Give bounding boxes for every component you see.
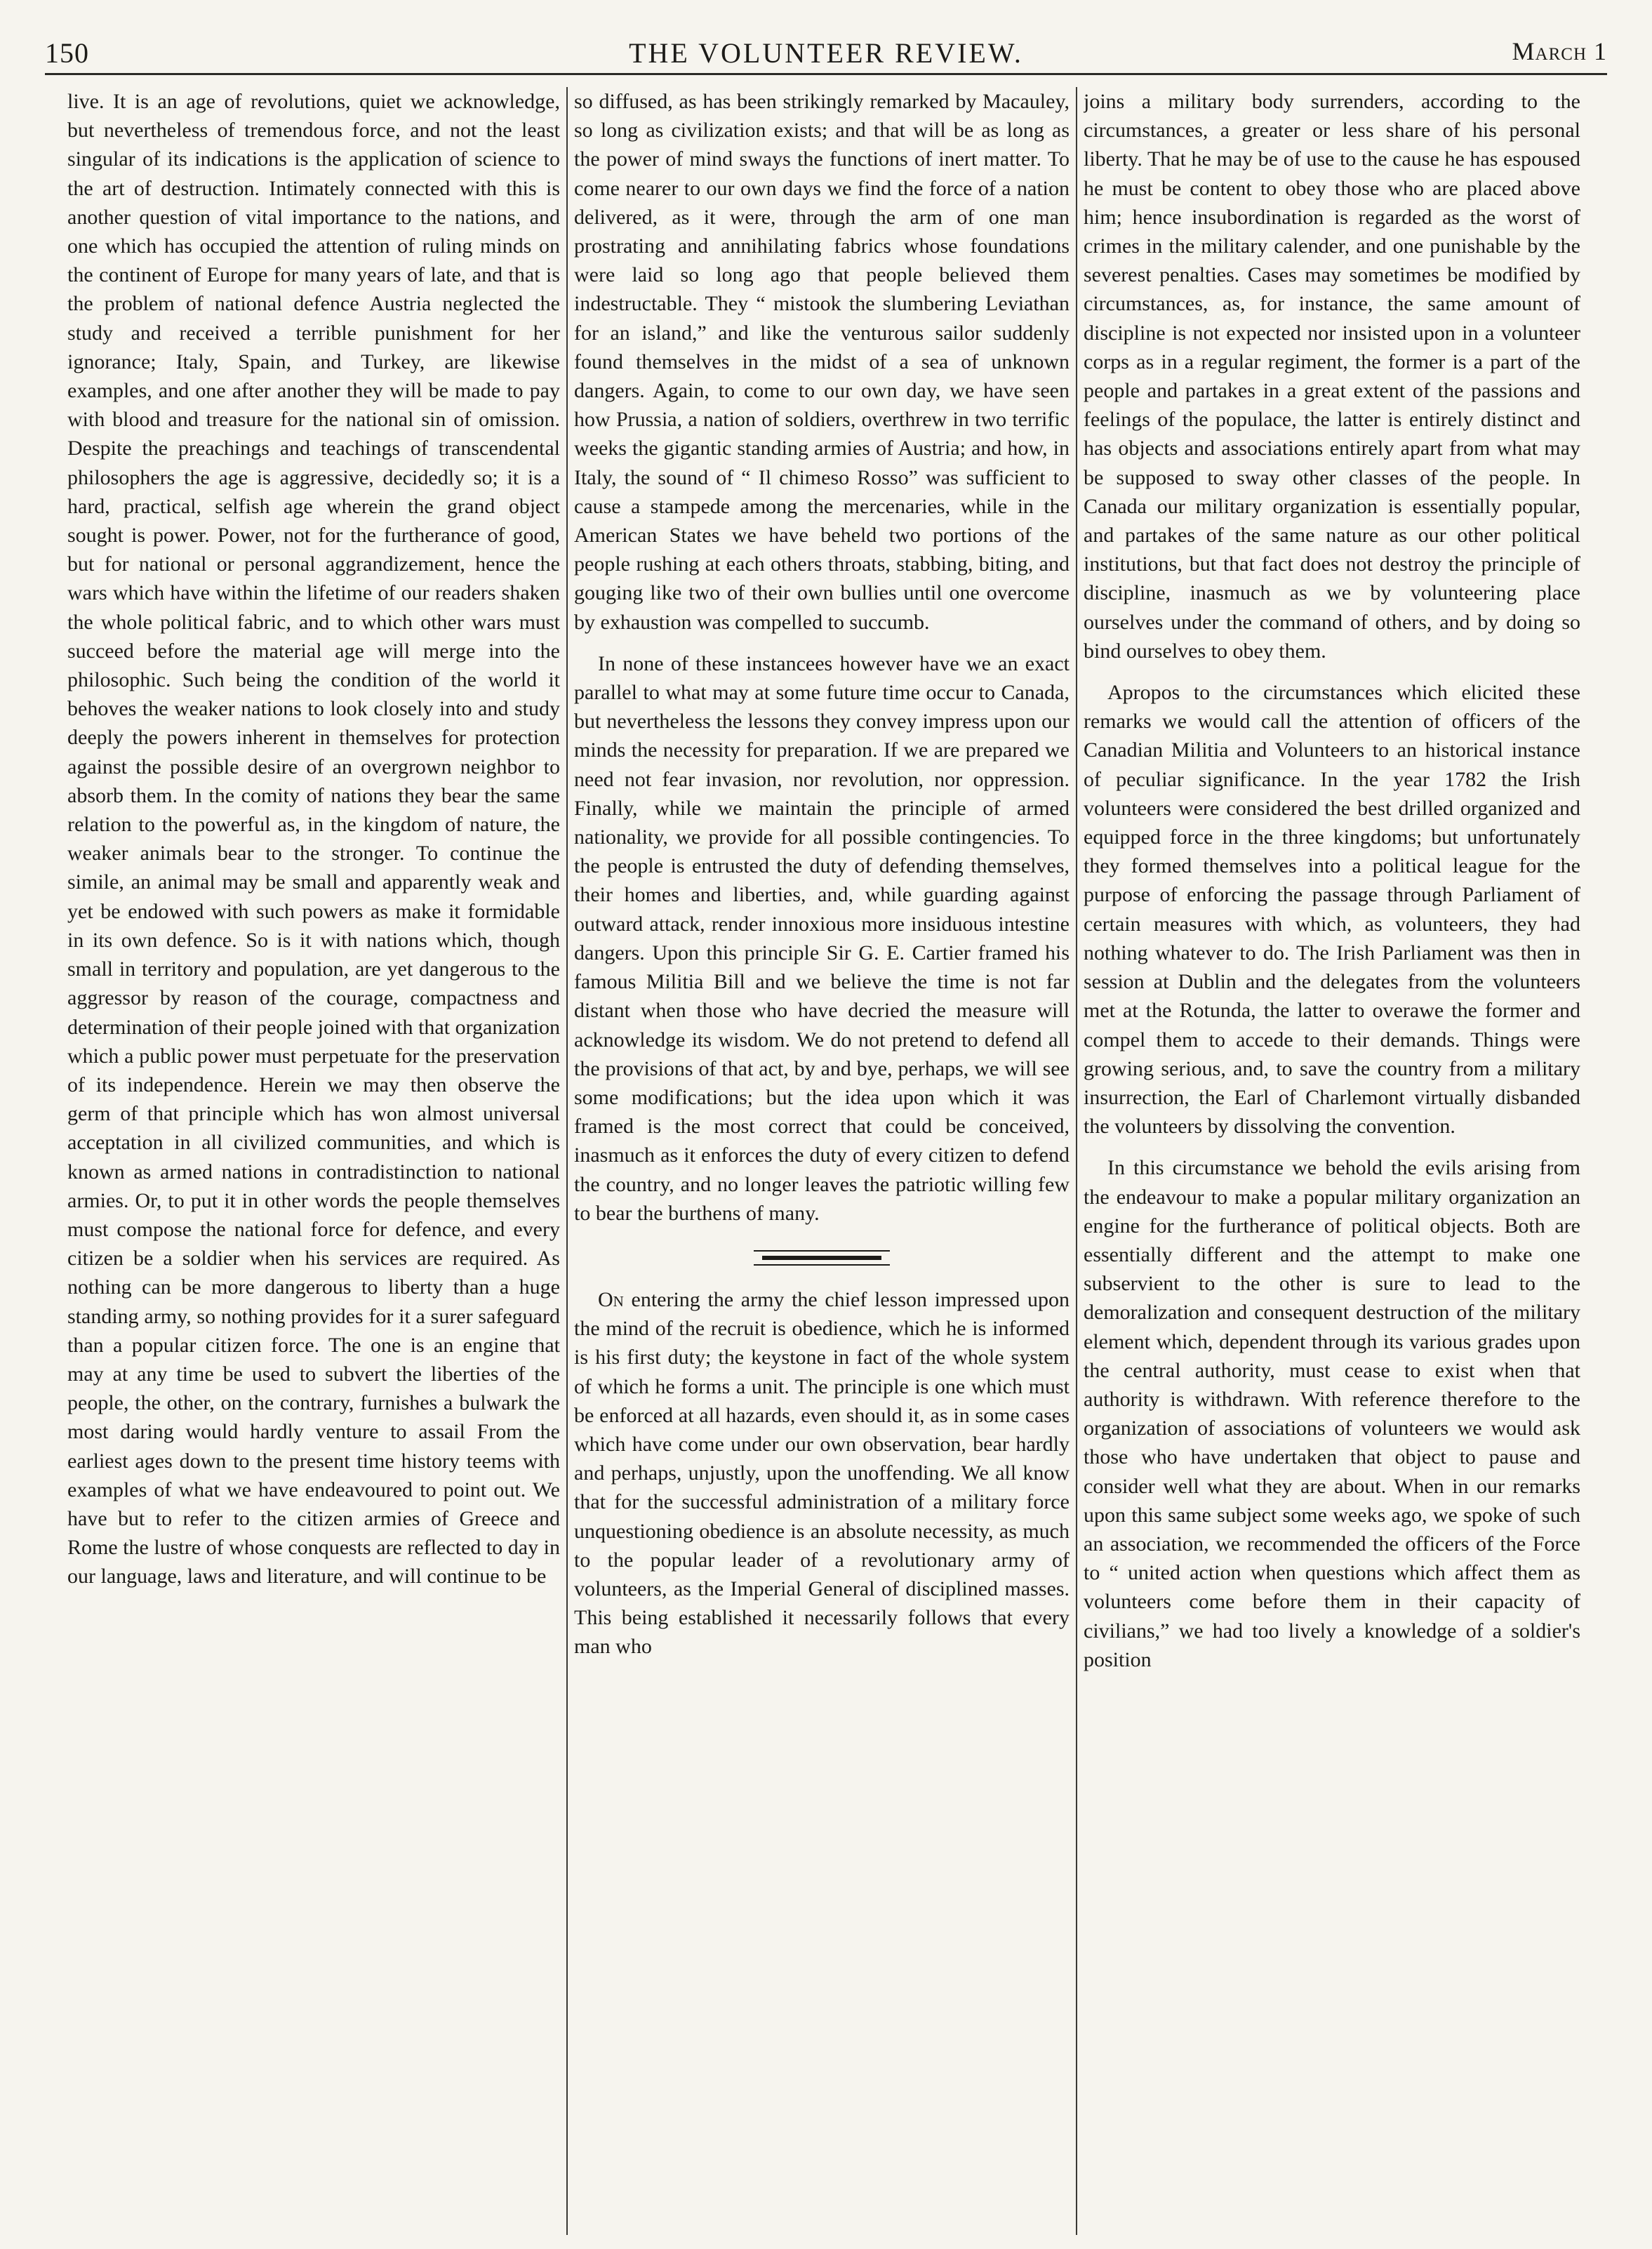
col3-paragraph-3: In this circumstance we behold the evils arising from the endeavour to make a popular military organization an engine for the furtherance of political objects. Both are essentially different and the attempt to make one subservient to the other is sure to lead to the demoralization and consequent destruction of the military element which, dependent through its various grades upon the central authority, must cease to exist when that authority is withdrawn. With reference therefore to the organization of associations of volunteers we would ask those who have undertaken that object to pause and consider well what they are about. When in our remarks upon this same subject some weeks ago, we spoke of such an association, we recommended the officers of the Force to “ united action when questions which affect them as volunteers come before them in their capacity of civilians,” we had too lively a knowledge of a soldier's position <box>1084 1156 1580 1671</box>
section-divider <box>762 1256 881 1260</box>
col1-paragraph-1: live. It is an age of revolutions, quiet we acknowledge, but nevertheless of tremendous force, and not the least singular of its indications is the application of science to the art of destruction. Intimately connected with this is another question of vital importance to the nations, and one which has occupied the attention of ruling minds on the continent of Europe for many years of late, and that is the problem of national defence Austria neglected the study and received a terrible punishment for her ignorance; Italy, Spain, and Turkey, are likewise examples, and one after another they will be made to pay with blood and treasure for the national sin of omission. Despite the preachings and teachings of transcendental philosophers the age is aggressive, decidedly so; it is a hard, practical, selfish age wherein the grand object sought is power. Power, not for the furtherance of good, but for national or personal aggrandizement, hence the wars which have within the lifetime of our readers shaken the whole political fabric, and to which other wars must succeed before the material age will merge into the philosophic. Such being the condition of the world it behoves the weaker nations to look closely into and study deeply the powers inherent in themselves for protection against the possible desire of an overgrown neighbor to absorb them. In the comity of nations they bear the same relation to the powerful as, in the kingdom of nature, the weaker animals bear to the stronger. To continue the simile, an animal may be small and apparently weak and yet be endowed with such powers as make it formidable in its own defence. So is it with nations which, though small in territory and population, are yet dangerous to the aggressor by reason of the courage, compactness and determination of their people joined with that organization which a public power must perpetuate for the preservation of its independence. Herein we may then observe the germ of that principle which has won almost universal acceptation in all civilized communities, and which is known as armed nations in contradistinction to national armies. Or, to put it in other words the people themselves must compose the national force for defence, and every citizen be a soldier when his services are required. As nothing can be more dangerous to liberty than a huge standing army, so nothing provides for it a surer safeguard than a popular citizen force. The one is an engine that may at any time be used to subvert the liberties of the people, the other, on the contrary, furnishes a bulwark the most daring would hardly venture to assail From the earliest ages down to the present time history teems with examples of what we have endeavoured to point out. We have but to refer to the citizen armies of Greece and Rome the lustre of whose conquests are reflected to day in our language, laws and literature, and will continue to be <box>67 90 560 1588</box>
column-2 <box>574 87 1070 2242</box>
article-lead-word: On <box>598 1287 624 1311</box>
col3-paragraph-2: Apropos to the circumstances which elicited these remarks we would call the attention of officers of the Canadian Militia and Volunteers to an historical instance of peculiar significance. In the year 1782 the Irish volunteers were considered the best drilled organized and equipped force in the three kingdoms; but unfortunately they formed themselves into a political league for the purpose of enforcing the passage through Parliament of certain measures with which, as volunteers, they had nothing whatever to do. The Irish Parliament was then in session at Dublin and the delegates from the volunteers met at the Rotunda, the latter to overawe the former and compel them to accede to their demands. Things were growing serious, and, to save the country from a military insurrection, the Earl of Charlemont virtually disbanded the volunteers by dissolving the convention. <box>1084 681 1580 1139</box>
newspaper-title: THE VOLUNTEER REVIEW. <box>629 37 1023 69</box>
column-3 <box>1084 87 1580 2242</box>
column-rule-left <box>566 87 568 2235</box>
col2-paragraph-1: so diffused, as has been strikingly remarked by Macauley, so long as civilization exists; and that will be as long as the power of mind sways the functions of inert matter. To come nearer to our own days we find the force of a nation delivered, as it were, through the arm of one man prostrating and annihilating fabrics whose foundations were laid so long ago that people believed them indestructable. They “ mistook the slumbering Leviathan for an island,” and like the venturous sailor suddenly found themselves in the midst of a sea of unknown dangers. Again, to come to our own day, we have seen how Prussia, a nation of soldiers, overthrew in two terrific weeks the gigantic standing armies of Austria; and how, in Italy, the sound of “ Il chimeso Rosso” was sufficient to cause a stampede among the mercenaries, while in the American States we have beheld two portions of the people rushing at each others throats, stabbing, biting, and gouging like two of their own bullies until one overcome by exhaustion was compelled to succumb. <box>574 90 1070 634</box>
column-1 <box>67 87 560 2242</box>
article-body-text: entering the army the chief lesson impressed upon the mind of the recruit is obedience, which he is informed is his first duty; the keystone in fact of the whole system of which he forms a unit. The principle is one which must be enforced at all hazards, even should it, as in some cases which have come under our own observation, bear hardly and perhaps, unjustly, upon the unoffending. We all know that for the successful administration of a military force unquestioning obedience is an absolute necessity, as much to the popular leader of a revolutionary army of volunteers, as the Imperial General of disciplined masses. This being established it necessarily follows that every man who <box>574 1287 1070 1659</box>
page-header <box>45 7 1607 77</box>
col2-paragraph-2: In none of these instancees however have we an exact parallel to what may at some future time occur to Canada, but nevertheless the lessons they convey impress upon our minds the necessity for preparation. If we are prepared we need not fear invasion, nor revolution, nor oppression. Finally, while we maintain the principle of armed nationality, we provide for all possible contingencies. To the people is entrusted the duty of defending themselves, their homes and liberties, and, while guarding against outward attack, render innoxious more insiduous intestine dangers. Upon this principle Sir G. E. Cartier framed his famous Militia Bill and we believe the time is not far distant when those who have decried the measure will acknowledge its wisdom. We do not pretend to defend all the provisions of that act, by and bye, perhaps, we will see some modifications; but the idea upon which it was framed is the most correct that could be conceived, inasmuch as it enforces the duty of every citizen to defend the country, and no longer leaves the patriotic willing few to bear the burthens of many. <box>574 651 1070 1225</box>
issue-date: March 1 <box>1512 37 1607 65</box>
col3-paragraph-1: joins a military body surrenders, according to the circumstances, a greater or less share of his personal liberty. That he may be of use to the cause he has espoused he must be content to obey those who are placed above him; hence insubordination is regarded as the worst of crimes in the military calender, and one punishable by the severest penalties. Cases may sometimes be modified by circumstances, as, for instance, the same amount of discipline is not expected nor insisted upon in a volunteer corps as in a regular regiment, the former is a part of the people and partakes in a great extent of the passions and feelings of the populace, the latter is entirely distinct and has objects and associations entirely apart from what may be supposed to sway other classes of the people. In Canada our military organization is essentially popular, and partakes of the same nature as our other political institutions, but that fact does not destroy the principle of discipline, inasmuch as we by volunteering place ourselves under the command of others, and by doing so bind ourselves to obey them. <box>1084 90 1580 663</box>
col2-paragraph-3 <box>574 1285 1070 1661</box>
header-rule <box>45 73 1607 75</box>
column-rule-right <box>1076 87 1077 2235</box>
page-number: 150 <box>45 37 89 69</box>
